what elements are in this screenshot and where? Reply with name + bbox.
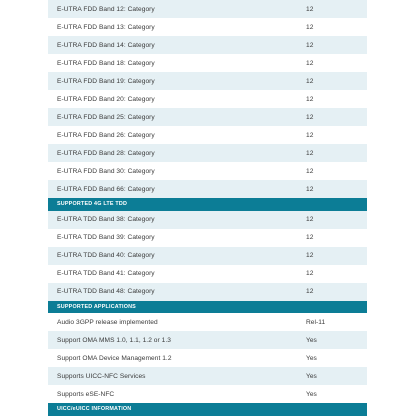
row-label: Supports UICC-NFC Services bbox=[57, 372, 146, 380]
row-label: E-UTRA FDD Band 14: Category bbox=[57, 41, 155, 49]
table-row bbox=[48, 283, 367, 301]
row-value: 12 bbox=[306, 270, 314, 278]
row-value: Yes bbox=[306, 372, 317, 380]
row-value: Yes bbox=[306, 390, 317, 398]
row-value: 12 bbox=[306, 288, 314, 296]
table-row bbox=[48, 126, 367, 144]
row-label: E-UTRA FDD Band 28: Category bbox=[57, 149, 155, 157]
section-header-applications: SUPPORTED APPLICATIONS bbox=[48, 301, 367, 314]
row-label: E-UTRA TDD Band 40: Category bbox=[57, 252, 155, 260]
row-value: 12 bbox=[306, 77, 314, 85]
table-row bbox=[48, 54, 367, 72]
row-label: E-UTRA FDD Band 18: Category bbox=[57, 59, 155, 67]
row-value: 12 bbox=[306, 216, 314, 224]
row-label: E-UTRA FDD Band 12: Category bbox=[57, 5, 155, 13]
row-label: E-UTRA FDD Band 13: Category bbox=[57, 23, 155, 31]
row-value: Rel-11 bbox=[306, 318, 326, 326]
row-label: E-UTRA FDD Band 19: Category bbox=[57, 77, 155, 85]
table-row bbox=[48, 144, 367, 162]
table-row bbox=[48, 229, 367, 247]
row-label: E-UTRA TDD Band 48: Category bbox=[57, 288, 155, 296]
table-row bbox=[48, 331, 367, 349]
row-label: E-UTRA FDD Band 30: Category bbox=[57, 167, 155, 175]
row-value: 12 bbox=[306, 167, 314, 175]
table-row bbox=[48, 180, 367, 198]
row-value: Yes bbox=[306, 354, 317, 362]
row-value: 12 bbox=[306, 252, 314, 260]
row-value: 12 bbox=[306, 59, 314, 67]
row-value: 12 bbox=[306, 5, 314, 13]
section-header-uicc: UICC/eUICC INFORMATION bbox=[48, 403, 367, 416]
row-label: E-UTRA FDD Band 26: Category bbox=[57, 131, 155, 139]
table-row bbox=[48, 265, 367, 283]
table-row bbox=[48, 385, 367, 403]
row-value: Yes bbox=[306, 336, 317, 344]
row-label: Audio 3GPP release implemented bbox=[57, 318, 158, 326]
table-row bbox=[48, 247, 367, 265]
row-label: E-UTRA TDD Band 38: Category bbox=[57, 216, 155, 224]
table-row bbox=[48, 72, 367, 90]
table-row bbox=[48, 108, 367, 126]
table-row bbox=[48, 313, 367, 331]
row-label: E-UTRA TDD Band 39: Category bbox=[57, 234, 155, 242]
table-row bbox=[48, 162, 367, 180]
table-row bbox=[48, 367, 367, 385]
table-row bbox=[48, 211, 367, 229]
row-label: E-UTRA FDD Band 66: Category bbox=[57, 185, 155, 193]
row-label: E-UTRA TDD Band 41: Category bbox=[57, 270, 155, 278]
table-row bbox=[48, 349, 367, 367]
row-value: 12 bbox=[306, 185, 314, 193]
table-row bbox=[48, 90, 367, 108]
row-value: 12 bbox=[306, 41, 314, 49]
row-value: 12 bbox=[306, 23, 314, 31]
row-value: 12 bbox=[306, 234, 314, 242]
row-value: 12 bbox=[306, 113, 314, 121]
row-label: E-UTRA FDD Band 20: Category bbox=[57, 95, 155, 103]
row-label: Support OMA MMS 1.0, 1.1, 1.2 or 1.3 bbox=[57, 336, 171, 344]
table-row bbox=[48, 36, 367, 54]
row-value: 12 bbox=[306, 95, 314, 103]
section-header-lte-tdd: SUPPORTED 4G LTE TDD bbox=[48, 198, 367, 211]
table-row bbox=[48, 0, 367, 18]
row-label: E-UTRA FDD Band 25: Category bbox=[57, 113, 155, 121]
row-value: 12 bbox=[306, 149, 314, 157]
row-label: Supports eSE-NFC bbox=[57, 390, 115, 398]
row-label: Support OMA Device Management 1.2 bbox=[57, 354, 172, 362]
row-value: 12 bbox=[306, 131, 314, 139]
table-row bbox=[48, 18, 367, 36]
spec-table bbox=[48, 0, 367, 416]
